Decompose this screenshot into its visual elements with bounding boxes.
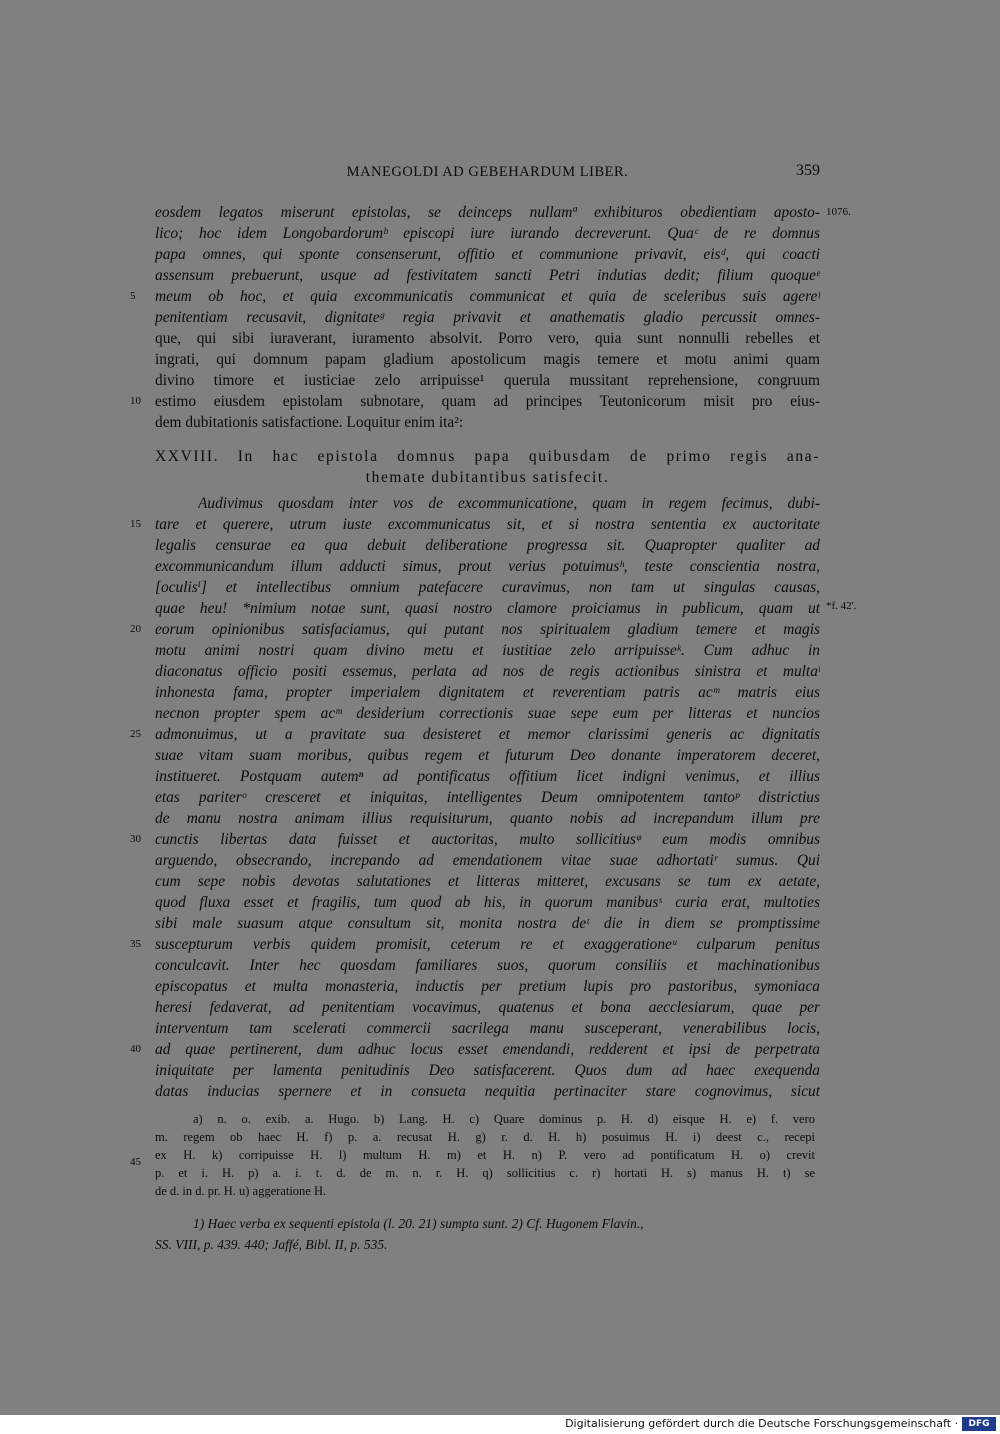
text-line: suae vitam suam moribus, quibus regem et futurum Deo donante imperatorem deceret,	[155, 747, 820, 764]
running-head	[155, 160, 820, 186]
footnote-line: p. et i. H. p) a. i. t. d. de m. n. r. H. q) sollicitius c. r) hortati H. s) manus H. t) se	[155, 1166, 815, 1180]
text-line: cum sepe nobis devotas salutationes et litteras mitteret, excusans se tum ex aetate,	[155, 873, 820, 890]
text-line: tare et querere, utrum iuste excommunicatus sit, et si nostra sententia ex auctoritate	[155, 516, 820, 533]
text-line: heresi fedaverat, ad penitentiam vocavimus, quatenus et bona aecclesiarum, quae per	[155, 999, 820, 1016]
text-line: meum ob hoc, et quia excommunicatis communicat et quia de sceleribus suis agereᶠ	[155, 288, 820, 305]
text-line: papa omnes, qui sponte consenserunt, offitio et communione privavit, eisᵈ, qui coacti	[155, 246, 820, 263]
footnote-line: ex H. k) corripuisse H. l) multum H. m) et H. n) P. vero ad pontificatum H. o) crevit	[155, 1148, 815, 1162]
text-line: penitentiam recusavit, dignitateᵍ regia privavit et anathematis gladio percussit omnes-	[155, 309, 820, 326]
text-line: admonuimus, ut a pravitate sua desisteret et memor clarissimi generis ac dignitatis	[155, 726, 820, 743]
line-number: 30	[130, 833, 141, 845]
text-line: dem dubitationis satisfactione. Loquitur enim ita²:	[155, 414, 464, 431]
text-line: episcopatus et multa monasteria, inductis per pretium lupis pro pastoribus, symoniaca	[155, 978, 820, 995]
footer-credit: Digitalisierung gefördert durch die Deutsche Forschungsgemeinschaft ·	[565, 1417, 958, 1430]
text-line: estimo eiusdem epistolam subnotare, quam ad principes Teutonicorum misit pro eius-	[155, 393, 820, 410]
text-line: necnon propter spem acᵐ desiderium correctionis suae sepe eum per litteras et nuncios	[155, 705, 820, 722]
line-number: 40	[130, 1043, 141, 1055]
text-line: lico; hoc idem Longobardorumᵇ episcopi iure iurando decreverunt. Quaᶜ de re domnus	[155, 225, 820, 242]
text-line: de manu nostra animam illius requisiturum, quanto nobis ad increpandum illum pre	[155, 810, 820, 827]
text-line: arguendo, obsecrando, increpando ad emendationem vitae suae adhortatiʳ sumus. Qui	[155, 852, 820, 869]
text-line: que, qui sibi iuraverant, iuramento absolvit. Porro vero, quia sunt nonnulli rebelles et	[155, 330, 820, 347]
footnote-line: de d. in d. pr. H. u) aggeratione H.	[155, 1184, 327, 1198]
text-line: datas inducias spernere et in consueta nequitia pertinaciter stare cognovimus, sicut	[155, 1083, 820, 1100]
line-number: 15	[130, 518, 141, 530]
section-heading: XXVIII. In hac epistola domnus papa quibusdam de primo regis ana-	[155, 448, 820, 465]
text-line: assensum prebuerunt, usque ad festivitatem sancti Petri indutias dedit; filium quoqueᵉ	[155, 267, 820, 284]
text-line: inhonesta fama, propter imperialem dignitatem et reverentiam patris acᵐ matris eius	[155, 684, 820, 701]
line-number: 35	[130, 938, 141, 950]
footnote-line: a) n. o. exib. a. Hugo. b) Lang. H. c) Quare dominus p. H. d) eisque H. e) f. vero	[193, 1112, 815, 1126]
text-line: sibi male suasum atque consultum sit, monita nostra deᵗ die in diem se promptissime	[155, 915, 820, 932]
text-line: motu animi nostri quam divino metu et iustitiae zelo arripuisseᵏ. Cum adhuc in	[155, 642, 820, 659]
dfg-logo: DFG	[962, 1417, 996, 1431]
text-line: suscepturum verbis quidem promisit, ceterum re et exaggerationeᵘ culparum penitus	[155, 936, 820, 953]
footnote-line: m. regem ob haec H. f) p. a. recusat H. g) r. d. H. h) posuimus H. i) deest c., recepi	[155, 1130, 815, 1144]
text-line: conculcavit. Inter hec quosdam familiares suos, quorum consiliis et machinationibus	[155, 957, 820, 974]
line-number: 20	[130, 623, 141, 635]
margin-year: 1076.	[826, 206, 851, 218]
page-number: 359	[796, 162, 820, 179]
text-line: iniquitate per lamenta penitudinis Deo satisfacerent. Quos dum ad haec exequenda	[155, 1062, 820, 1079]
section-heading-continued: themate dubitantibus satisfecit.	[365, 469, 610, 486]
running-title: MANEGOLDI AD GEBEHARDUM LIBER.	[346, 164, 629, 180]
text-line: excommunicandum illum adducti simus, prout verius potuimusʰ, teste conscientia nostra,	[155, 558, 820, 575]
text-line: ingrati, qui domnum papam gladium apostolicum magis temere et motu animi quam	[155, 351, 820, 368]
text-line: cunctis libertas data fuisset et auctoritas, multo sollicitiusᵠ eum modis omnibus	[155, 831, 820, 848]
text-line: quod fluxa esset et fragilis, tum quod ab his, in quorum manibusˢ curia erat, multoties	[155, 894, 820, 911]
line-number: 10	[130, 395, 141, 407]
margin-folio: *f. 42'.	[826, 600, 857, 612]
note-line: 1) Haec verba ex sequenti epistola (l. 20. 21) sumpta sunt. 2) Cf. Hugonem Flavin.,	[193, 1216, 644, 1231]
line-number: 5	[130, 290, 136, 302]
text-line: eorum opinionibus satisfaciamus, qui putant nos spiritualem gladium temere et magis	[155, 621, 820, 638]
text-line: quae heu! *nimium notae sunt, quasi nostro clamore proiciamus in publicum, quam ut	[155, 600, 820, 617]
text-line: institueret. Postquam autemⁿ ad pontificatus offitium licet indigni venimus, et illius	[155, 768, 820, 785]
text-line: etas pariterᵒ cresceret et iniquitas, intelligentes Deum omnipotentem tantoᵖ districtius	[155, 789, 820, 806]
text-line: [oculisⁱ] et intellectibus omnium patefacere curavimus, non tam ut singulas causas,	[155, 579, 820, 596]
line-number: 45	[130, 1156, 141, 1168]
text-line: legalis censurae ea qua debuit deliberatione progressa sit. Quapropter qualiter ad	[155, 537, 820, 554]
footer-bar	[0, 1415, 1000, 1434]
text-line: eosdem legatos miserunt epistolas, se deinceps nullamª exhibituros obedientiam aposto-	[155, 204, 820, 221]
text-line: diaconatus officio positi essemus, perlata ad nos de regis actionibus sinistra et multaˡ	[155, 663, 820, 680]
text-line: Audivimus quosdam inter vos de excommunicatione, quam in regem fecimus, dubi-	[198, 495, 820, 512]
text-line: interventum tam scelerati commercii sacrilega manu susceperant, venerabilibus locis,	[155, 1020, 820, 1037]
text-line: divino timore et iusticiae zelo arripuisse¹ querula mussitant reprehensione, congruum	[155, 372, 820, 389]
line-number: 25	[130, 728, 141, 740]
text-line: ad quae pertinerent, dum adhuc locus esset emendandi, redderent et ipsi de perpetrata	[155, 1041, 820, 1058]
note-line: SS. VIII, p. 439. 440; Jaffé, Bibl. II, p. 535.	[155, 1237, 388, 1252]
